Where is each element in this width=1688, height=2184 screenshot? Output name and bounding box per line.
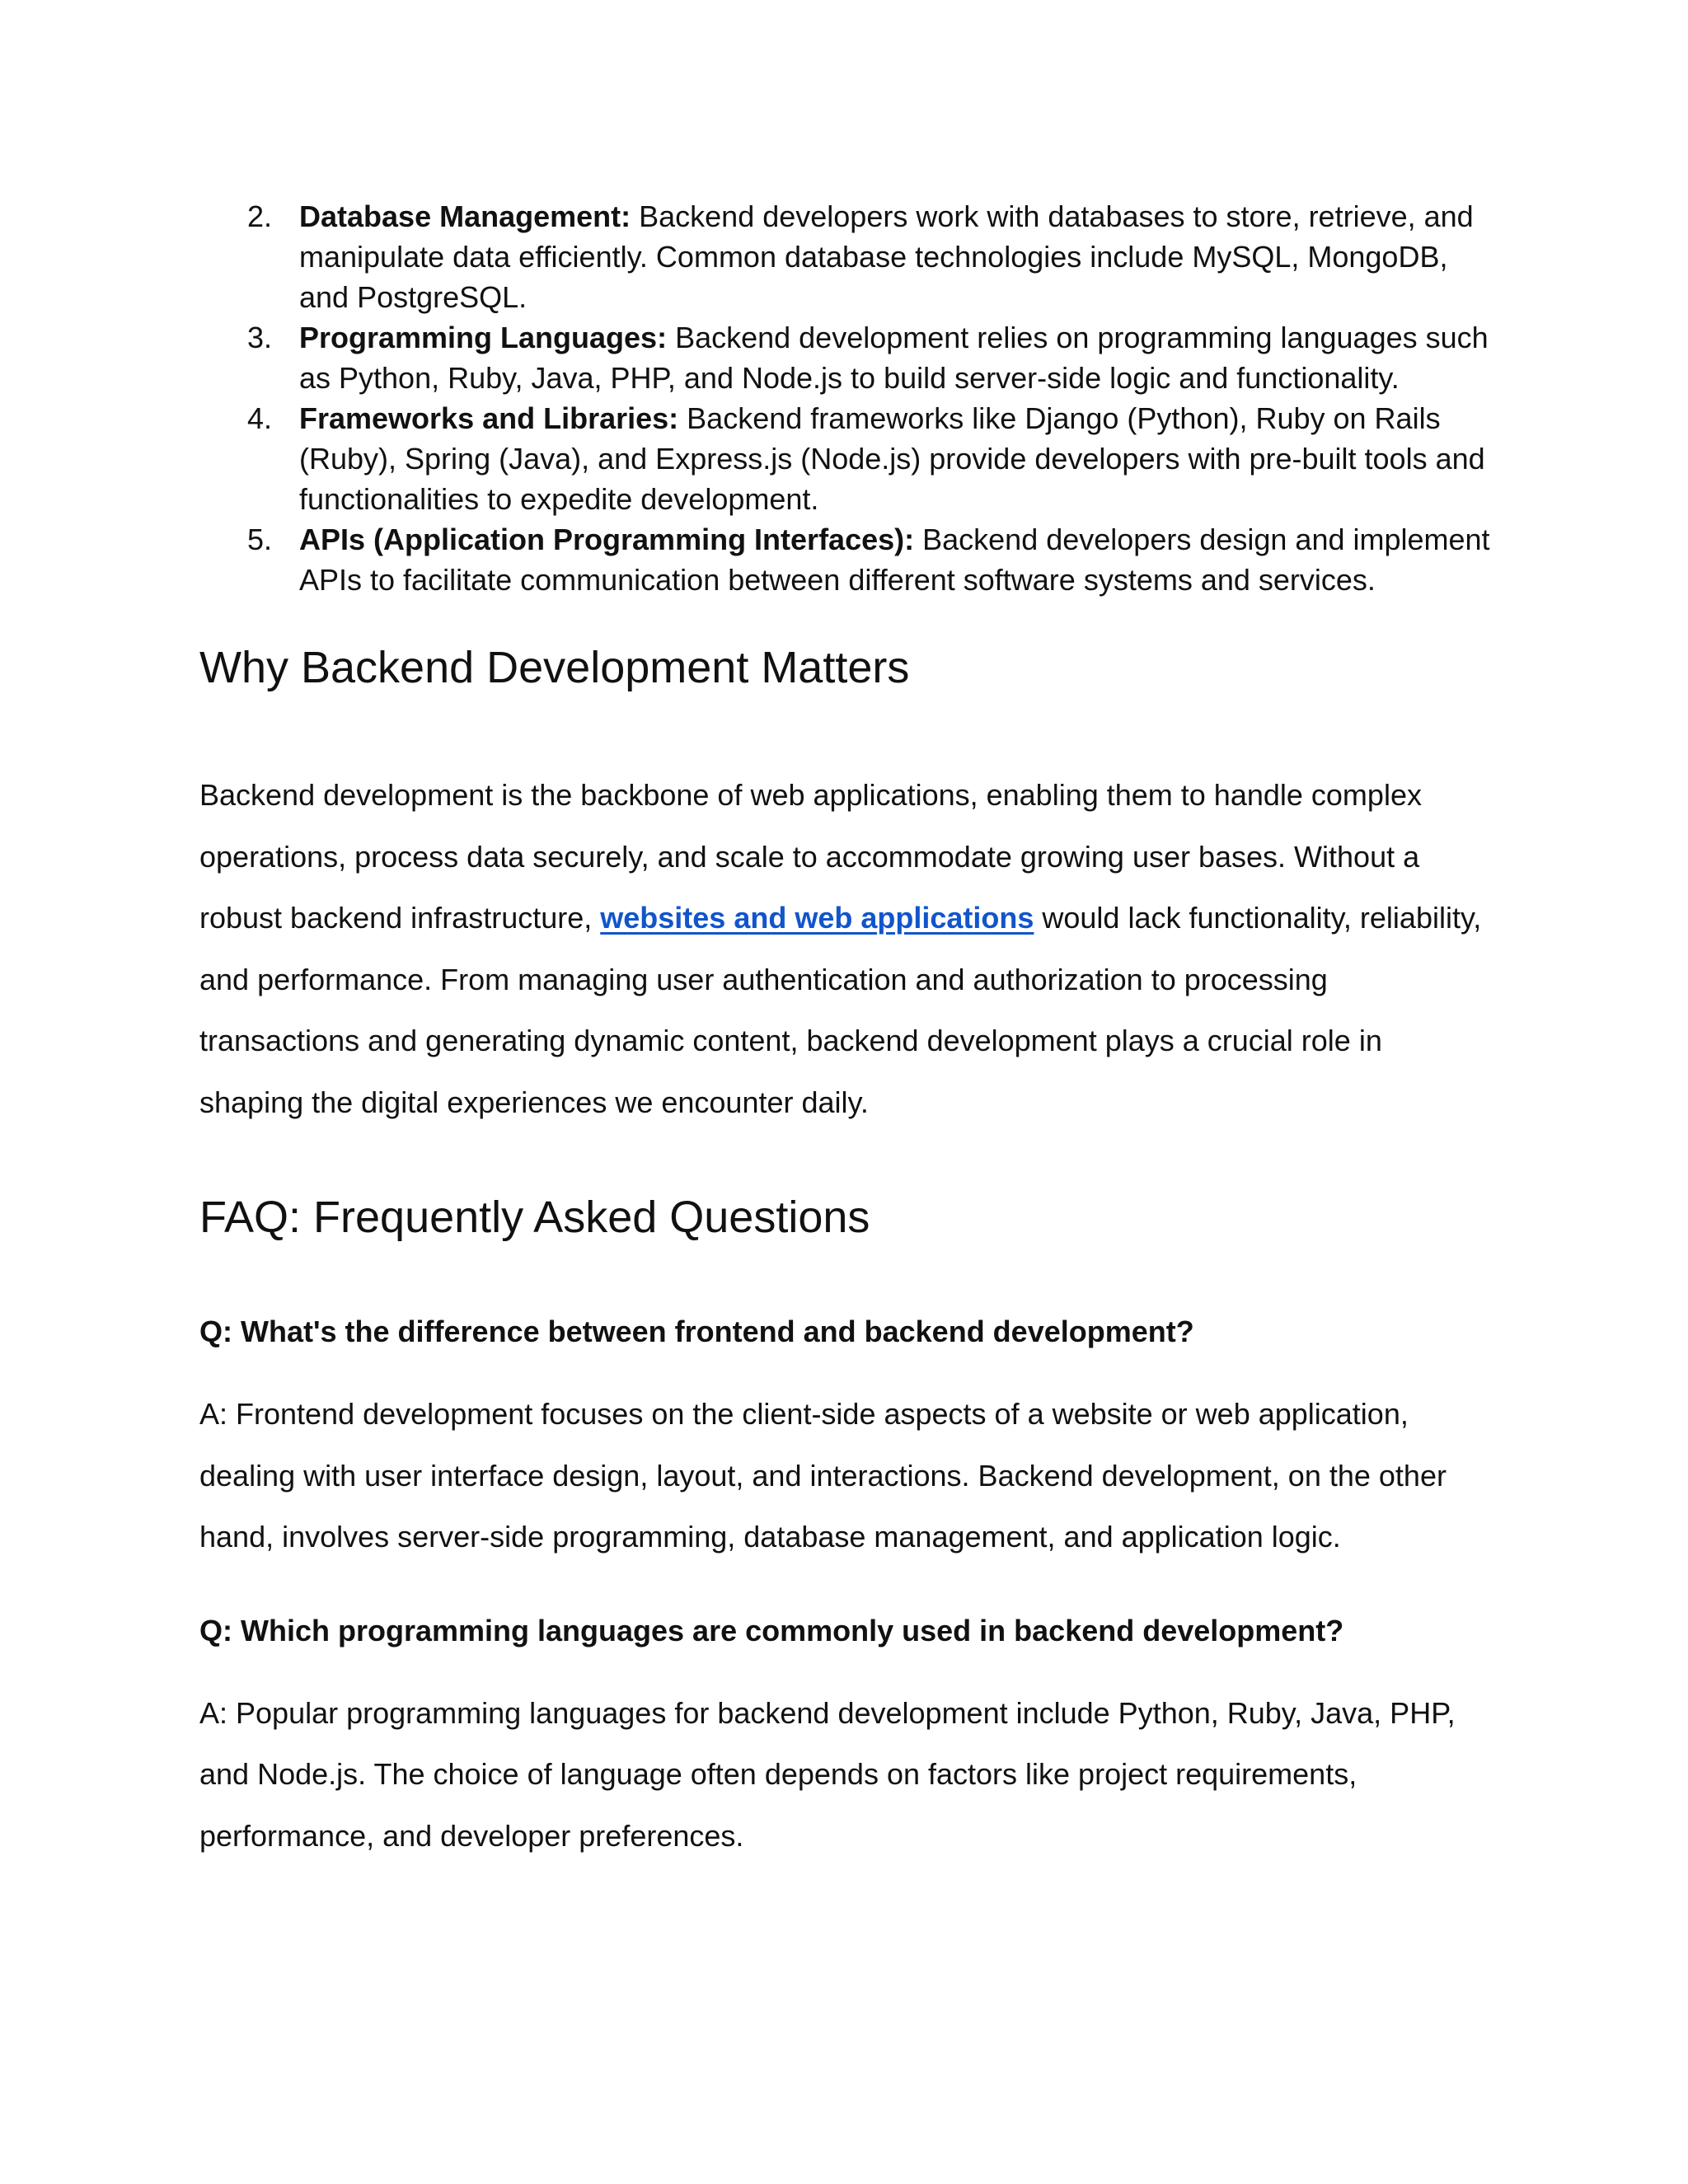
list-term: Programming Languages: [299, 321, 668, 354]
why-heading: Why Backend Development Matters [199, 643, 910, 692]
list-number: 2. [247, 199, 273, 233]
faq-answer: A: Frontend development focuses on the client-side aspects of a website or web application, dealing with user interface design, layout, and interactions. Backend development, on the other hand, involves server-side programming, database management, and application logic. [199, 1397, 1447, 1554]
list-text: Backend frameworks like Django (Python), Ruby on Rails (Ruby), Spring (Java), and Express.js (Node.js) provide developers with pre-built tools and functionalities to expedite development. [299, 401, 1485, 516]
list-number: 5. [247, 523, 273, 556]
faq-heading: FAQ: Frequently Asked Questions [199, 1193, 870, 1242]
faq-question: Q: What's the difference between frontend and backend development? [199, 1315, 1194, 1348]
list-item [199, 398, 1493, 519]
list-number: 4. [247, 401, 273, 435]
numbered-list [199, 196, 1493, 600]
faq-answer: A: Popular programming languages for backend development include Python, Ruby, Java, PHP, and Node.js. The choice of language often depends on factors like project requirements, performance, and developer preferences. [199, 1695, 1456, 1853]
why-paragraph [199, 765, 1493, 1133]
why-text-after-link: would lack functionality, reliability, and performance. From managing user authentication and authorization to processing transactions and generating dynamic content, backend development plays a crucial role in shaping the digital experiences we encounter daily. [199, 901, 1482, 1119]
list-item [199, 196, 1493, 317]
list-term: Database Management: [299, 199, 631, 233]
list-text: Backend development relies on programming languages such as Python, Ruby, Java, PHP, and Node.js to build server-side logic and functionality. [299, 321, 1489, 395]
websites-link[interactable]: websites and web applications [600, 901, 1034, 935]
list-number: 3. [247, 321, 273, 354]
document-page [199, 196, 1493, 1867]
list-item [199, 519, 1493, 600]
why-text-before-link: Backend development is the backbone of web applications, enabling them to handle complex operations, process data securely, and scale to accommodate growing user bases. Without a robust backend infrastructure, [199, 778, 1422, 935]
faq-question: Q: Which programming languages are commonly used in backend development? [199, 1613, 1344, 1647]
list-text: Backend developers design and implement APIs to facilitate communication between different software systems and services. [299, 523, 1490, 597]
list-item [199, 317, 1493, 398]
list-term: Frameworks and Libraries: [299, 401, 679, 435]
list-term: APIs (Application Programming Interfaces): [299, 523, 915, 556]
list-text: Backend developers work with databases to store, retrieve, and manipulate data efficiently. Common database technologies include MySQL, MongoDB, and PostgreSQL. [299, 199, 1474, 314]
